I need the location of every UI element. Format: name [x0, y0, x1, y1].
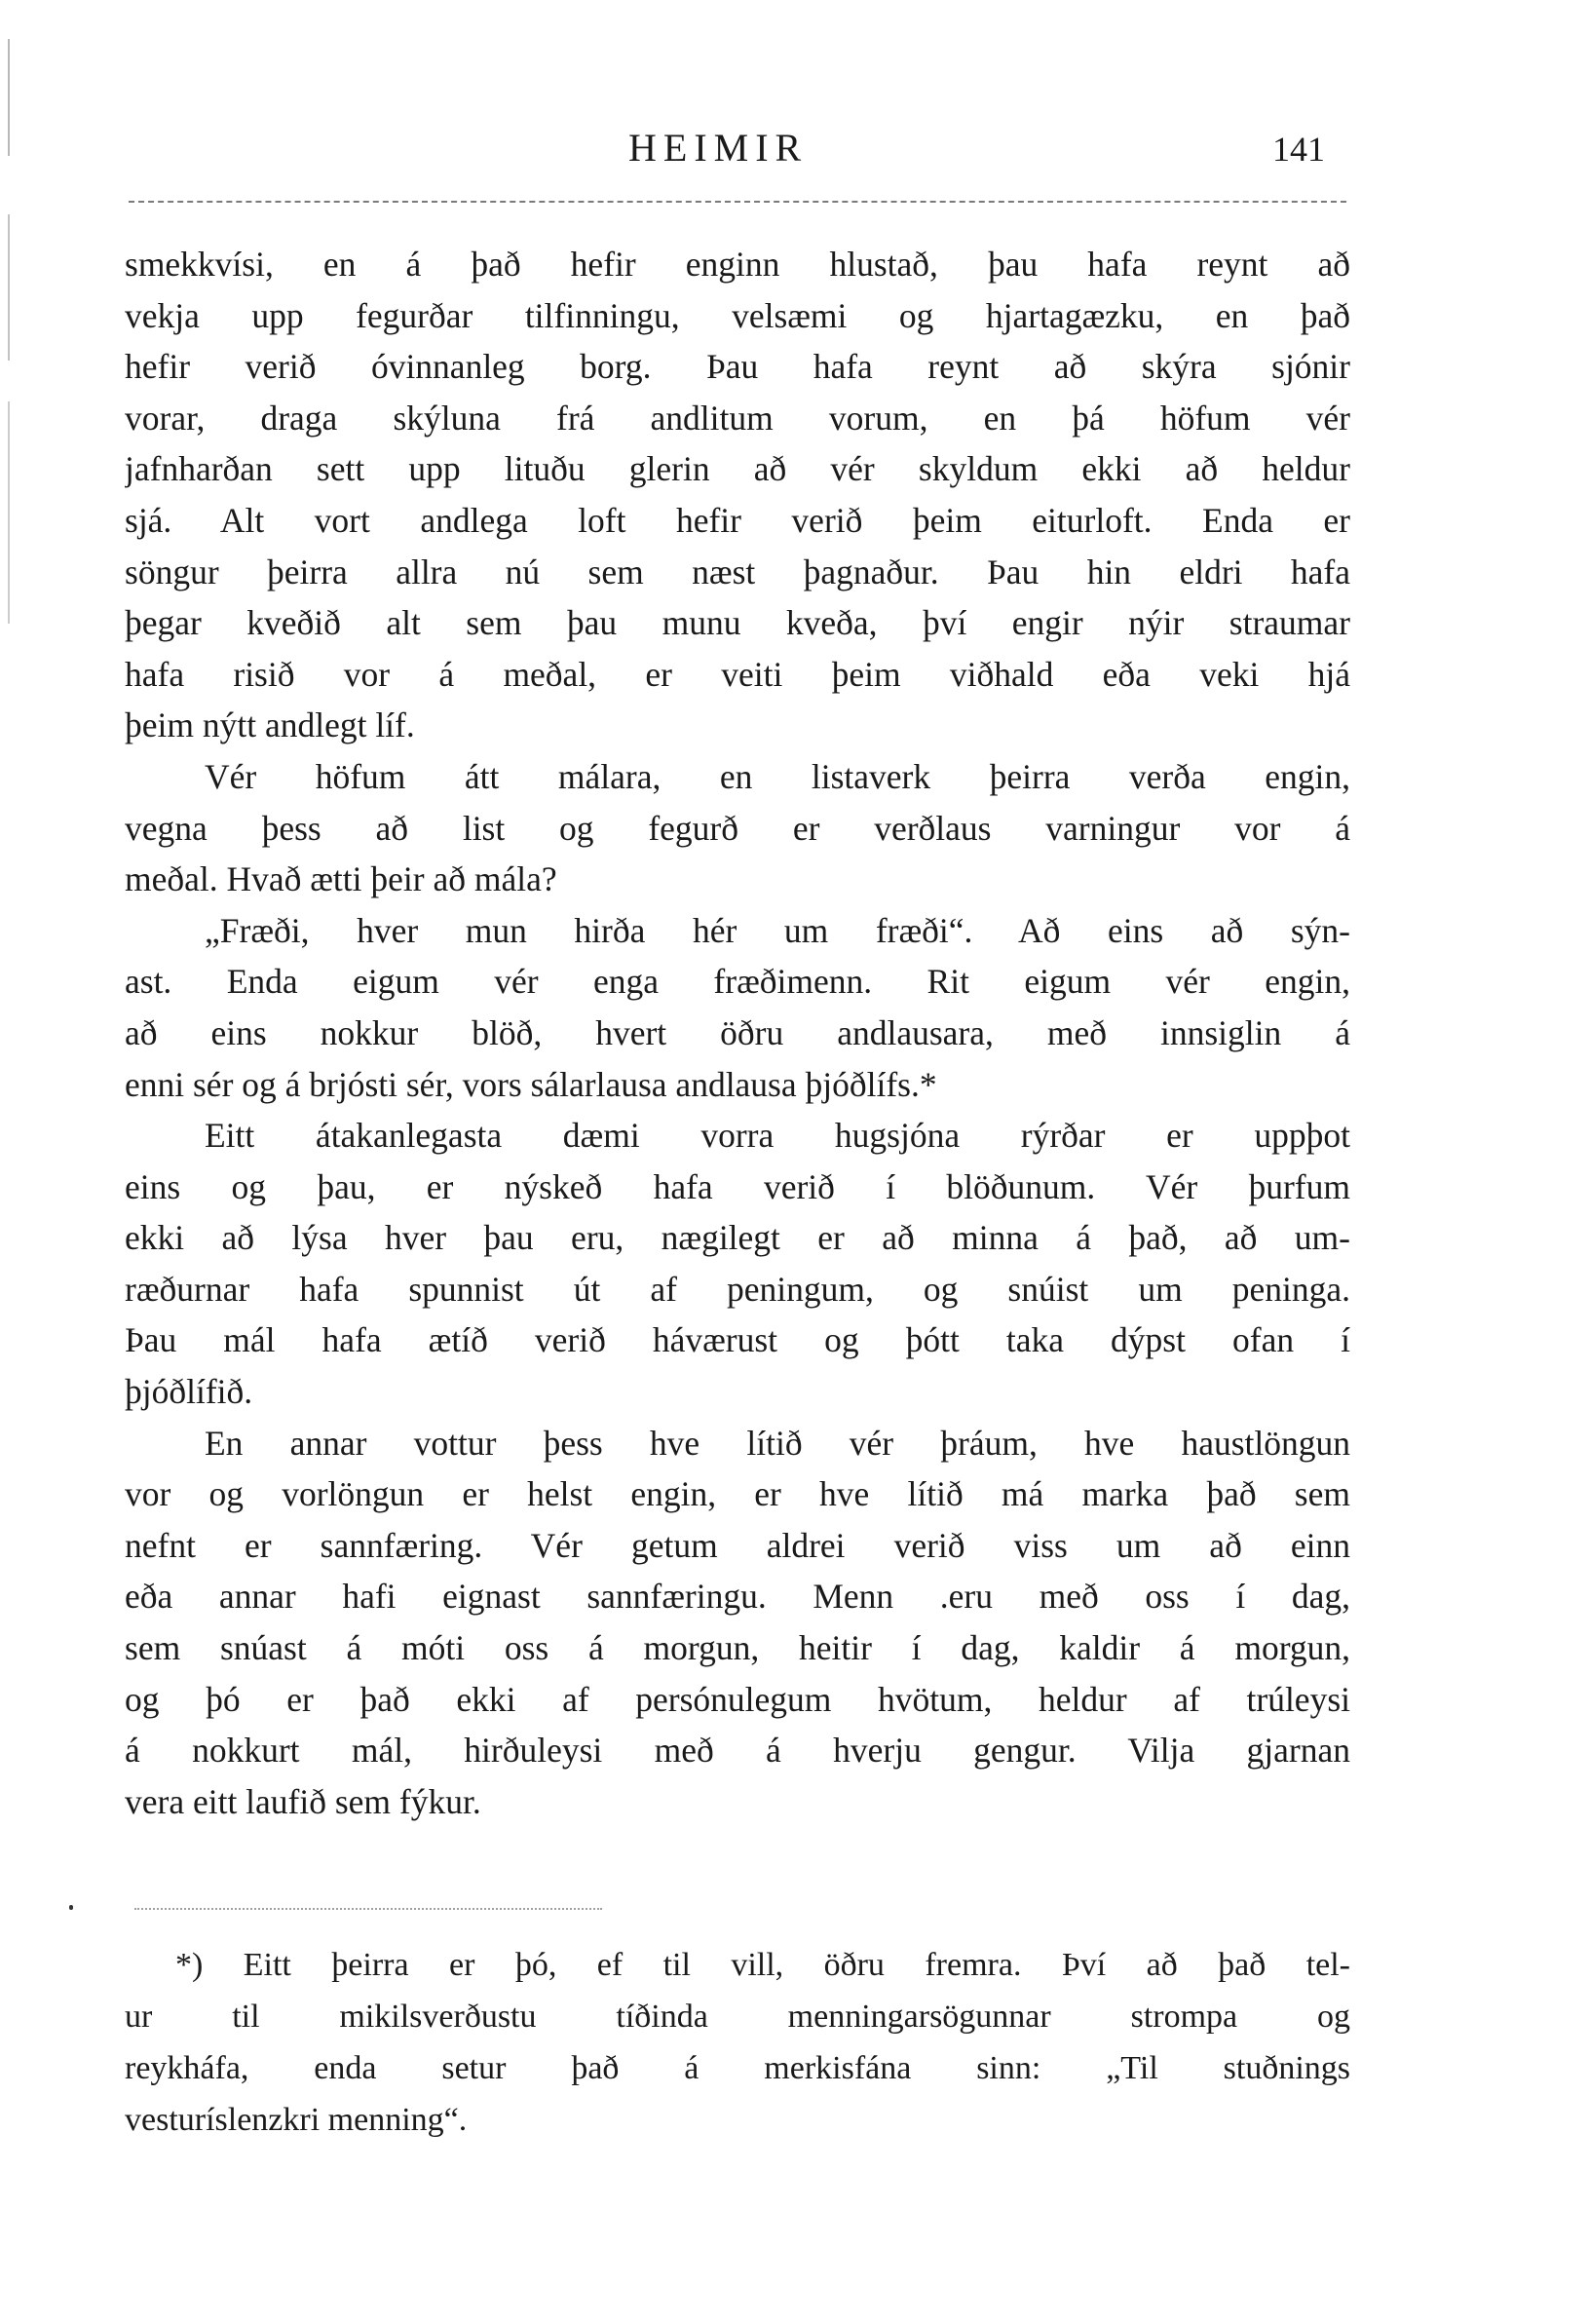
text-line: meðal. Hvað ætti þeir að mála? [125, 859, 557, 899]
text-line: á nokkurt mál, hirðuleysi með á hverju gengur. Vilja gjarnan [125, 1731, 1350, 1771]
text-line: vorar, draga skýluna frá andlitum vorum, en þá höfum vér [125, 398, 1350, 438]
text-line: söngur þeirra allra nú sem næst þagnaður. Þau hin eldri hafa [125, 552, 1350, 591]
running-head [0, 125, 1588, 183]
text-line: og þó er það ekki af persónulegum hvötum, heldur af trúleysi [125, 1679, 1350, 1719]
text-line: vor og vorlöngun er helst engin, er hve lítið má marka það sem [125, 1474, 1350, 1514]
text-line: ekki að lýsa hver þau eru, nægilegt er að minna á það, að um- [125, 1218, 1350, 1258]
text-line: En annar vottur þess hve lítið vér þráum, hve haustlöngun [205, 1423, 1350, 1463]
footnote-line: vesturíslenzkri menning“. [125, 2102, 468, 2138]
text-line: hafa risið vor á meðal, er veiti þeim viðhald eða veki hjá [125, 654, 1350, 694]
text-line: eða annar hafi eignast sannfæringu. Menn .eru með oss í dag, [125, 1577, 1350, 1617]
text-line: ast. Enda eigum vér enga fræðimenn. Rit eigum vér engin, [125, 962, 1350, 1002]
footnote-line: ur til mikilsverðustu tíðinda menningarsögunnar strompa og [125, 1999, 1350, 2035]
footnote-rule [134, 1908, 602, 1910]
page-number: 141 [1272, 130, 1325, 169]
footnote-line: *) Eitt þeirra er þó, ef til vill, öðru fremra. Því að það tel- [175, 1947, 1350, 1983]
text-line: enni sér og á brjósti sér, vors sálarlausa andlausa þjóðlífs.* [125, 1064, 937, 1104]
text-line: hefir verið óvinnanleg borg. Þau hafa reynt að skýra sjónir [125, 347, 1350, 387]
text-line: Þau mál hafa ætíð verið háværust og þótt taka dýpst ofan í [125, 1320, 1350, 1360]
text-line: Vér höfum átt málara, en listaverk þeirra verða engin, [205, 756, 1350, 796]
text-line: vekja upp fegurðar tilfinningu, velsæmi og hjartagæzku, en það [125, 295, 1350, 335]
text-line: nefnt er sannfæring. Vér getum aldrei verið viss um að einn [125, 1525, 1350, 1565]
text-line: þeim nýtt andlegt líf. [125, 705, 415, 745]
footnotes [125, 1939, 1350, 2146]
text-line: smekkvísi, en á það hefir enginn hlustað, þau hafa reynt að [125, 245, 1350, 284]
running-title: HEIMIR [628, 126, 809, 170]
text-line: sjá. Alt vort andlega loft hefir verið þeim eiturloft. Enda er [125, 500, 1350, 540]
text-line: vera eitt laufið sem fýkur. [125, 1781, 481, 1821]
text-line: jafnharðan sett upp lituðu glerin að vér skyldum ekki að heldur [125, 449, 1350, 489]
header-rule [129, 201, 1346, 203]
text-line: þjóðlífið. [125, 1372, 253, 1412]
text-line: „Fræði, hver mun hirða hér um fræði“. Að eins að sýn- [205, 910, 1350, 950]
body-text [125, 239, 1350, 1827]
text-line: að eins nokkur blöð, hvert öðru andlausara, með innsiglin á [125, 1012, 1350, 1052]
ink-speck [69, 1905, 73, 1910]
footnote-line: reykháfa, enda setur það á merkisfána sinn: „Til stuðnings [125, 2050, 1350, 2086]
text-line: sem snúast á móti oss á morgun, heitir í dag, kaldir á morgun, [125, 1628, 1350, 1668]
text-line: þegar kveðið alt sem þau munu kveða, því engir nýir straumar [125, 603, 1350, 643]
text-line: ræðurnar hafa spunnist út af peningum, og snúist um peninga. [125, 1269, 1350, 1309]
text-line: vegna þess að list og fegurð er verðlaus varningur vor á [125, 808, 1350, 848]
text-line: Eitt átakanlegasta dæmi vorra hugsjóna rýrðar er uppþot [205, 1116, 1350, 1156]
text-line: eins og þau, er nýskeð hafa verið í blöðunum. Vér þurfum [125, 1166, 1350, 1206]
